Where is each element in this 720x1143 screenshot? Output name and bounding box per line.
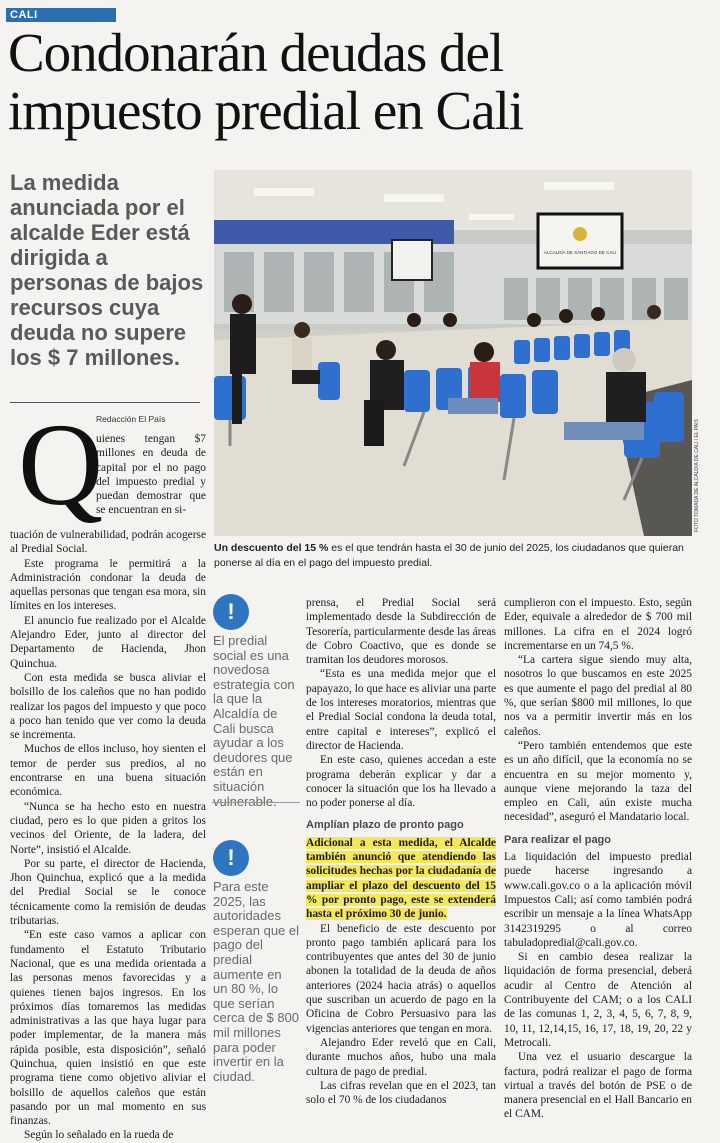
- subheading-how-to-pay: Para realizar el pago: [504, 833, 611, 846]
- paragraph: Si en cambio desea realizar la liquidación de forma presencial, deberá acudir al Centro de Atención al Contribuyente del CAM; o a los CALI de las comunas 1, 2, 3, 4, 5, 6, 7, 8, 9, 10, 11, 12,14,15, 16, 17, 18, 19, 20, 22 y Metrocali.: [504, 951, 692, 1049]
- sidebar-fact-1: [213, 594, 299, 809]
- paragraph: Muchos de ellos incluso, hoy sienten el temor de perder sus predios, al no encontrarse en una buena situación económica.: [10, 743, 206, 799]
- news-photo: [214, 170, 692, 536]
- paragraph: En este caso, quienes accedan a este programa deberán explicar y dar a conocer la situación que los ha llevado a no poder ponerse al día.: [306, 754, 496, 810]
- section-tag: CALI: [6, 8, 116, 22]
- paragraph: prensa, el Predial Social será implementado desde la Subdirección de Tesorería, particularmente desde las áreas de Cobro Coactivo, que es donde se tramitan los deudores morosos.: [306, 597, 496, 667]
- paragraph: “Nunca se ha hecho esto en nuestra ciudad, pero es lo que piden a gritos los vecinos del Oriente, de la ladera, del Norte”, insistió el Alcalde.: [10, 800, 206, 856]
- office-scene-illustration: [214, 170, 692, 536]
- caption-highlight: Un descuento del 15 %: [214, 542, 329, 554]
- lead-text: uienes tengan $7 millones en deuda de capital por el no pago del impuesto predial y puedan demostrar que se encuentran en si-: [96, 433, 206, 517]
- paragraph: “La cartera sigue siendo muy alta, nosotros lo que buscamos en este 2025 es que aumente el pago del predial al 80 %, que serían $800 mil millones, lo que nos va a permitir invertir más en los caleños.: [504, 654, 692, 738]
- paragraph: Por su parte, el director de Hacienda, Jhon Quinchua, explicó que a la medida del Predial Social se le conoce técnicamente como la remisión de deudas tributarias.: [10, 857, 206, 928]
- exclamation-icon: !: [213, 594, 249, 630]
- paragraph: Según lo señalado en la rueda de: [24, 1129, 174, 1142]
- exclamation-icon: !: [213, 840, 249, 876]
- sidebar-text: Para este 2025, las autoridades esperan que el pago del predial aumente en un 80 %, lo que serían cerca de $ 800 mil millones para poder invertir en la ciudad.: [213, 879, 300, 1084]
- photo-caption: [214, 541, 692, 571]
- photo-credit: FOTO TOMADA DE ALCALDÍA DE CALI / EL PAÍS: [694, 419, 700, 532]
- paragraph: “En este caso vamos a aplicar con fundamento el Estatuto Tributario Nacional, que es una medida orientada a las personas menos favorecidas y a quienes tienen bajos ingresos. En los próximos días tomaremos las medidas administrativas a las que haya lugar para poder implementar, de la manera más rápida posible, esta disposición”, señaló Quinchua, quien insistió en que este programa tiene como objetivo aliviar el bolsillo de aquellos caleños que están pasando por un mal momento en sus finanzas.: [10, 929, 206, 1128]
- sidebar-divider: [212, 802, 300, 803]
- paragraph: Este programa le permitirá a la Administración condonar la deuda de aquellas personas que tengan esa mora, sin límites en los intereses.: [10, 557, 206, 613]
- tv-screen-text: ALCALDÍA DE SANTIAGO DE CALI: [543, 250, 617, 255]
- caption-text: es el que tendrán hasta el 30 de junio del 2025, los ciudadanos que quieran ponerse al día en el pago del impuesto predial.: [214, 542, 684, 569]
- paragraph: “Esta es una medida mejor que el papayazo, lo que hace es aliviar una parte de los intereses moratorios, mientras que el Predial Social condona la deuda total, entre capital e intereses”, explicó el director de Hacienda.: [306, 668, 496, 752]
- paragraph: tuación de vulnerabilidad, podrán acogerse al Predial Social.: [10, 529, 206, 556]
- subheading-payment-extension: Amplían plazo de pronto pago: [306, 819, 464, 832]
- highlight-text: Adicional a esta medida, el Alcalde también anunció que atendiendo las solicitudes hechas por la ciudadanía de ampliar el plazo del descuento del 15 % por pronto pago, este se extenderá hasta el próximo 30 de junio.: [306, 836, 496, 921]
- article-column-1: [10, 528, 206, 1143]
- article-column-4: [504, 596, 692, 1122]
- paragraph: La liquidación del impuesto predial puede hacerse ingresando a www.cali.gov.co o a la aplicación móvil Impuestos Cali; así como también podrá escribir un mensaje a la línea WhatsApp 3142319295 o al correo tabuladopredial@cali.gov.co.: [504, 851, 692, 949]
- headline: Condonarán deudas del impuesto predial en Cali: [8, 22, 524, 141]
- paragraph: El anuncio fue realizado por el Alcalde Alejandro Eder, junto al director del Departamento de Hacienda, Jhon Quinchua.: [10, 614, 206, 670]
- highlighted-paragraph: [306, 836, 496, 922]
- paragraph: El beneficio de este descuento por pronto pago también aplicará para los contribuyentes que antes del 30 de junio abonen la totalidad de la deuda de años anteriores (2024 hacia atrás) o aquellos que suscriban un acuerdo de pago en la Oficina de Cobro Persuasivo para las vigencias anteriores que tengan en mora.: [306, 922, 496, 1035]
- paragraph: “Pero también entendemos que este es un año difícil, que la economía no se encuentra en su mejor momento y, aunque viene mejorando la taza del empleo en Cali, aún existe mucha necesidad”, aseguró el Mandatario local.: [504, 739, 692, 824]
- paragraph: Las cifras revelan que en el 2023, tan solo el 70 % de los ciudadanos: [306, 1079, 496, 1107]
- article-column-3: [306, 596, 496, 1107]
- sidebar-fact-2: [213, 840, 299, 1084]
- lead-paragraph-top: [96, 432, 206, 518]
- paragraph: Una vez el usuario descargue la factura, podrá realizar el pago de forma virtual a través del botón de PSE o de manera presencial en el Hall Bancario en el CAM.: [504, 1051, 692, 1121]
- paragraph: Con esta medida se busca aliviar el bolsillo de los caleños que no han podido realizar los pagos del impuesto y que poco a poco han tenido que ver como la deuda se incrementa.: [10, 671, 206, 742]
- paragraph: cumplieron con el impuesto. Esto, según Eder, equivale a alrededor de $ 700 mil millones. La cifra en el 2024 logró incrementarse en un 74,5 %.: [504, 597, 692, 652]
- byline: Redacción El País: [96, 414, 166, 424]
- sidebar-text: El predial social es una novedosa estrategia con la que la Alcaldía de Cali busca ayudar a los deudores que están en situación vulnerable.: [213, 633, 295, 809]
- subheadline: La medida anunciada por el alcalde Eder está dirigida a personas de bajos recursos cuya deuda no supere los $ 7 millones.: [10, 170, 204, 370]
- paragraph: Alejandro Eder reveló que en Cali, durante muchos años, hubo una mala cultura de pago de predial.: [306, 1036, 496, 1078]
- drop-cap: Q: [18, 399, 104, 530]
